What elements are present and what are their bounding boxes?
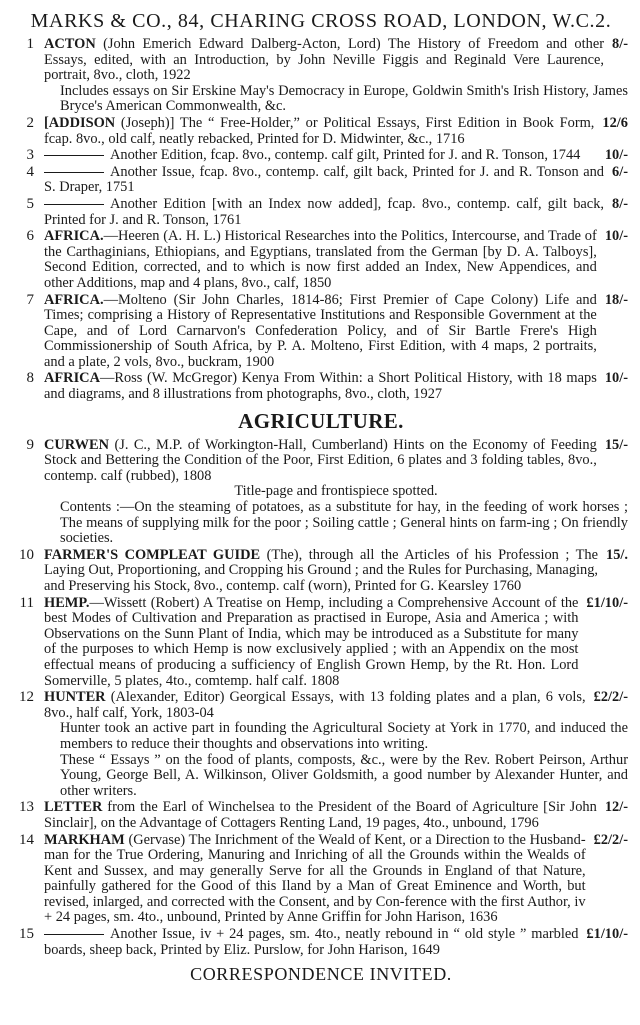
entry-description — [44, 371, 597, 402]
entry-price: 10/- — [604, 147, 628, 164]
entry-heading: FARMER'S COMPLEAT GUIDE — [44, 546, 261, 563]
catalogue-entry — [14, 37, 628, 115]
entry-heading: HUNTER — [44, 689, 106, 706]
entry-price: 6/- — [612, 163, 628, 180]
entry-description — [44, 800, 597, 831]
entry-text: Another Issue, iv + 24 pages, sm. 4to., neatly rebound in “ old style ” marbled boards, sheep back, Printed by Eliz. Purslow, for John Harison, 1649 — [44, 926, 579, 958]
catalogue-entry — [14, 197, 628, 228]
catalogue-entry — [14, 833, 628, 927]
entry-text: (Gervase) The Inrichment of the Weald of Kent, or a Direction to the Husband-man for the True Ordering, Manuring and Inriching of all the Grounds within the Wealds of Kent and Sussex, and may generally Serve for all the Grounds in England of that Nature, painfully gathered for the Good of this Iland by a Man of Great Eminence and Worth, but revised, inlarged, and corrected with the Consent, and by Con-ference with the first Author, iv + 24 pages, sm. 4to., unbound, Printed by Anne Griffin for John Harison, 1636 — [44, 831, 586, 926]
entry-price: 10/- — [604, 228, 628, 245]
entry-price: 12/6 — [602, 114, 628, 131]
entry-description — [44, 438, 597, 485]
entry-number: 2 — [26, 114, 34, 131]
entry-text: (J. C., M.P. of Workington-Hall, Cumberland) Hints on the Economy of Feeding Stock and Bettering the Condition of the Poor, First Edition, 6 plates and 3 folding tables, 8vo., contemp. calf (rubbed), 1808 — [44, 436, 597, 484]
catalogue-entry — [14, 148, 628, 164]
masthead: MARKS & CO., 84, CHARING CROSS ROAD, LONDON, W.C.2. — [30, 10, 612, 32]
ditto-dash — [44, 155, 104, 156]
entry-description — [44, 927, 578, 958]
ditto-dash — [44, 204, 104, 205]
entry-number: 5 — [26, 195, 34, 212]
entry-description — [44, 293, 597, 371]
entry-description — [44, 148, 580, 164]
catalogue-entry — [14, 596, 628, 690]
catalogue-entry — [14, 438, 628, 547]
entry-description — [44, 548, 598, 595]
entry-price: £1/10/- — [586, 926, 628, 943]
catalogue-entry — [14, 927, 628, 958]
entry-text: (Alexander, Editor) Georgical Essays, with 13 folding plates and a plan, 6 vols, 8vo., half calf, York, 1803-04 — [44, 689, 586, 721]
entry-description — [44, 833, 586, 927]
entry-heading: ACTON — [44, 36, 96, 52]
catalogue-entry — [14, 371, 628, 402]
entry-price: 15/- — [604, 436, 628, 453]
catalogue-entry — [14, 690, 628, 799]
entry-number: 4 — [26, 163, 34, 180]
entries-list-b — [14, 438, 628, 959]
entry-number: 14 — [19, 831, 34, 848]
entry-text: —Molteno (Sir John Charles, 1814-86; First Premier of Cape Colony) Life and Times; comprising a History of Representative Institutions and Responsible Government at the Cape, and of Lord Carnarvon's Confederation Policy, and of Sir Bartle Frere's High Commissionership of South Africa, by P. A. Molteno, First Edition, with 4 maps, 2 portraits, and a plate, 2 vols, 8vo., buckram, 1900 — [44, 291, 597, 370]
entry-description — [44, 116, 594, 147]
entry-note: Includes essays on Sir Erskine May's Democracy in Europe, Goldwin Smith's Irish History, James Bryce's American Commonwealth, &c. — [60, 82, 628, 115]
entry-price: £2/2/- — [593, 689, 628, 706]
entry-text: (The), through all the Articles of his Profession ; The Laying Out, Proportioning, and Cropping his Ground ; and the Rules for Purchasing, Managing, and Preserving his Stock, 8vo., contemp. calf (worn), Printed for G. Kearsley 1760 — [44, 546, 598, 594]
footer-note: CORRESPONDENCE INVITED. — [190, 964, 452, 985]
catalogue-entry — [14, 548, 628, 595]
entry-text: (Joseph)] The “ Free-Holder,” or Political Essays, First Edition in Book Form, fcap. 8vo., old calf, neatly rebacked, Printed for D. Midwinter, &c., 1716 — [44, 114, 595, 147]
entry-number: 12 — [19, 689, 34, 706]
entry-condition-note: Title-page and frontispiece spotted. — [234, 483, 438, 500]
entry-note: Contents :—On the steaming of potatoes, as a substitute for hay, in the feeding of work horses ; The means of supplying milk for the poor ; Soiling cattle ; General hints on farm-ing ; On friendly societies. — [60, 499, 628, 547]
entry-description — [44, 37, 604, 84]
catalogue-entry — [14, 800, 628, 831]
entry-number: 9 — [26, 436, 34, 453]
entry-text: Another Issue, fcap. 8vo., contemp. calf, gilt back, Printed for J. and R. Tonson and S. Draper, 1751 — [44, 163, 604, 196]
entry-text: —Ross (W. McGregor) Kenya From Within: a Short Political History, with 18 maps and diagrams, and 8 illustrations from photographs, 8vo., cloth, 1927 — [44, 370, 597, 403]
entry-heading: [ADDISON — [44, 114, 116, 131]
entry-price: 12/- — [604, 799, 628, 816]
entry-number: 6 — [26, 228, 34, 245]
entry-heading: MARKHAM — [44, 831, 125, 848]
entry-description — [44, 690, 586, 721]
entry-number: 1 — [26, 36, 34, 52]
entry-price: 18/- — [604, 291, 628, 308]
entry-description — [44, 229, 597, 291]
catalogue-entry — [14, 116, 628, 147]
entry-heading: HEMP. — [44, 594, 90, 611]
entry-description — [44, 165, 604, 196]
section-title: AGRICULTURE. — [238, 408, 404, 433]
entry-heading: AFRICA — [44, 370, 100, 387]
entry-price: 8/- — [612, 195, 628, 212]
entry-text: —Heeren (A. H. L.) Historical Researches into the Politics, Intercourse, and Trade of the Carthaginians, Ethiopians, and Egyptians, translated from the German [by D. A. Talboys], Second Edition, corrected, and to which is now first added an Index, New Appendices, and other Additions, map and 4 plans, 8vo., calf, 1850 — [44, 228, 597, 291]
entry-price: £2/2/- — [593, 831, 628, 848]
entry-text: (John Emerich Edward Dalberg-Acton, Lord) The History of Freedom and other Essays, edited, with an Introduction, by John Neville Figgis and Reginald Vere Laurence, portrait, 8vo., cloth, 1922 — [44, 36, 604, 84]
entry-number: 8 — [26, 370, 34, 387]
entry-heading: LETTER — [44, 799, 103, 816]
entry-number: 15 — [19, 926, 34, 943]
entry-number: 13 — [19, 799, 34, 816]
entry-number: 10 — [19, 546, 34, 563]
entry-description — [44, 197, 604, 228]
entries-list-a — [14, 37, 628, 403]
entry-text: —Wissett (Robert) A Treatise on Hemp, including a Comprehensive Account of the best Modes of Cultivation and Preparation as practised in Europe, Asia and America ; with Observations on the Sunn Plant of India, which may be introduced as a Substitute for many of the purposes to which Hemp is now exclusively applied ; with an Appendix on the most effectual means of producing a sufficiency of English Grown Hemp, by the Rt. Hon. Lord Somerville, 5 plates, 4to., comtemp. half calf. 1808 — [44, 594, 579, 689]
entry-text: from the Earl of Winchelsea to the President of the Board of Agriculture [Sir John Sinclair], on the Advantage of Cottagers Renting Land, 19 pages, 4to., unbound, 1796 — [44, 799, 597, 831]
entry-number: 7 — [26, 291, 34, 308]
ditto-dash — [44, 934, 104, 935]
entry-price: 15/. — [606, 546, 628, 563]
catalogue-entry — [14, 229, 628, 291]
entry-note: Hunter took an active part in founding the Agricultural Society at York in 1770, and induced the members to reduce their thoughts and observations into writing. — [60, 720, 628, 752]
catalogue-entry — [14, 293, 628, 371]
entry-price: 8/- — [612, 36, 628, 52]
entry-number: 3 — [26, 147, 34, 164]
entry-description — [44, 596, 578, 690]
entry-text: Another Edition [with an Index now added], fcap. 8vo., contemp. calf, gilt back, Printed for J. and R. Tonson, 1761 — [44, 195, 604, 228]
entry-heading: CURWEN — [44, 436, 110, 453]
entry-price: 10/- — [604, 370, 628, 387]
entry-heading: AFRICA. — [44, 291, 104, 308]
catalogue-entry — [14, 165, 628, 196]
entry-heading: AFRICA. — [44, 228, 104, 245]
ditto-dash — [44, 172, 104, 173]
entry-text: Another Edition, fcap. 8vo., contemp. calf gilt, Printed for J. and R. Tonson, 1744 — [110, 147, 581, 164]
entry-price: £1/10/- — [586, 594, 628, 611]
entry-note: These “ Essays ” on the food of plants, composts, &c., were by the Rev. Robert Peirson, Arthur Young, George Bell, A. Wilkinson, Oliver Goldsmith, a good number by Alexander Hunter, and other writers. — [60, 751, 628, 799]
entry-number: 11 — [19, 594, 34, 611]
